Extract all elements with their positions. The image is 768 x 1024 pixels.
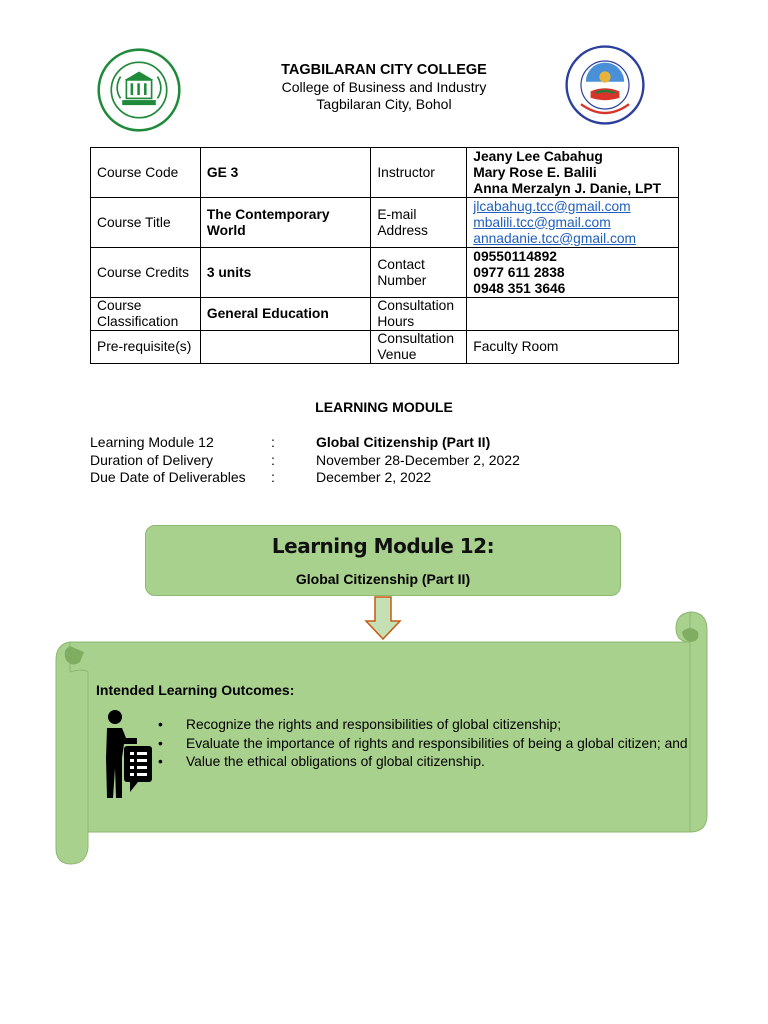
email-link[interactable]: mbalili.tcc@gmail.com xyxy=(473,214,611,230)
school-location: Tagbilaran City, Bohol xyxy=(316,95,452,112)
consultation-venue-value: Faculty Room xyxy=(467,331,679,364)
person-presenting-icon xyxy=(100,708,156,804)
instructor-name: Mary Rose E. Balili xyxy=(473,164,597,180)
contact-number: 09550114892 xyxy=(473,248,557,264)
instructor-name: Jeany Lee Cabahug xyxy=(473,148,603,164)
email-label: E-mail Address xyxy=(371,198,467,248)
school-name: TAGBILARAN CITY COLLEGE xyxy=(281,62,487,78)
course-classification-value: General Education xyxy=(200,298,370,331)
instructor-label: Instructor xyxy=(371,148,467,198)
email-link[interactable]: jlcabahug.tcc@gmail.com xyxy=(473,198,631,214)
contact-number: 0977 611 2838 xyxy=(473,264,565,280)
contact-number: 0948 351 3646 xyxy=(473,280,566,296)
course-title-label: Course Title xyxy=(91,198,201,248)
contact-label: Contact Number xyxy=(371,248,467,298)
prerequisite-label: Pre-requisite(s) xyxy=(91,331,201,364)
list-item: • Recognize the rights and responsibilities of global citizenship; xyxy=(158,716,688,735)
list-item: • Value the ethical obligations of global citizenship. xyxy=(158,753,688,772)
module-box-title: Learning Module 12: xyxy=(271,534,495,558)
meta-label: Duration of Delivery xyxy=(90,451,213,468)
meta-separator: : xyxy=(271,434,275,450)
module-box-subtitle: Global Citizenship (Part II) xyxy=(295,571,471,587)
consultation-hours-label: Consultation Hours xyxy=(371,298,467,331)
meta-label: Learning Module 12 xyxy=(90,434,214,450)
outcomes-title: Intended Learning Outcomes: xyxy=(96,682,295,698)
course-credits-value: 3 units xyxy=(200,248,370,298)
college-name: College of Business and Industry xyxy=(281,79,487,95)
consultation-venue-label: Consultation Venue xyxy=(371,331,467,364)
down-arrow-icon xyxy=(366,597,400,639)
meta-value: Global Citizenship (Part II) xyxy=(316,434,491,450)
course-title-value: The Contemporary World xyxy=(200,198,370,248)
meta-value: December 2, 2022 xyxy=(316,469,432,485)
meta-separator: : xyxy=(271,451,275,468)
course-code-label: Course Code xyxy=(91,148,201,198)
course-credits-label: Course Credits xyxy=(91,248,201,298)
list-item: • Evaluate the importance of rights and responsibilities of being a global citizen; and xyxy=(158,735,688,754)
instructor-name: Anna Merzalyn J. Danie, LPT xyxy=(473,180,662,196)
outcomes-list xyxy=(158,716,688,772)
meta-value: November 28-December 2, 2022 xyxy=(316,451,520,468)
meta-label: Due Date of Deliverables xyxy=(90,469,246,485)
email-link[interactable]: annadanie.tcc@gmail.com xyxy=(473,230,637,246)
course-classification-label: Course Classification xyxy=(91,298,201,331)
meta-separator: : xyxy=(271,469,275,485)
course-code-value: GE 3 xyxy=(200,148,370,198)
learning-module-heading: LEARNING MODULE xyxy=(315,399,453,415)
